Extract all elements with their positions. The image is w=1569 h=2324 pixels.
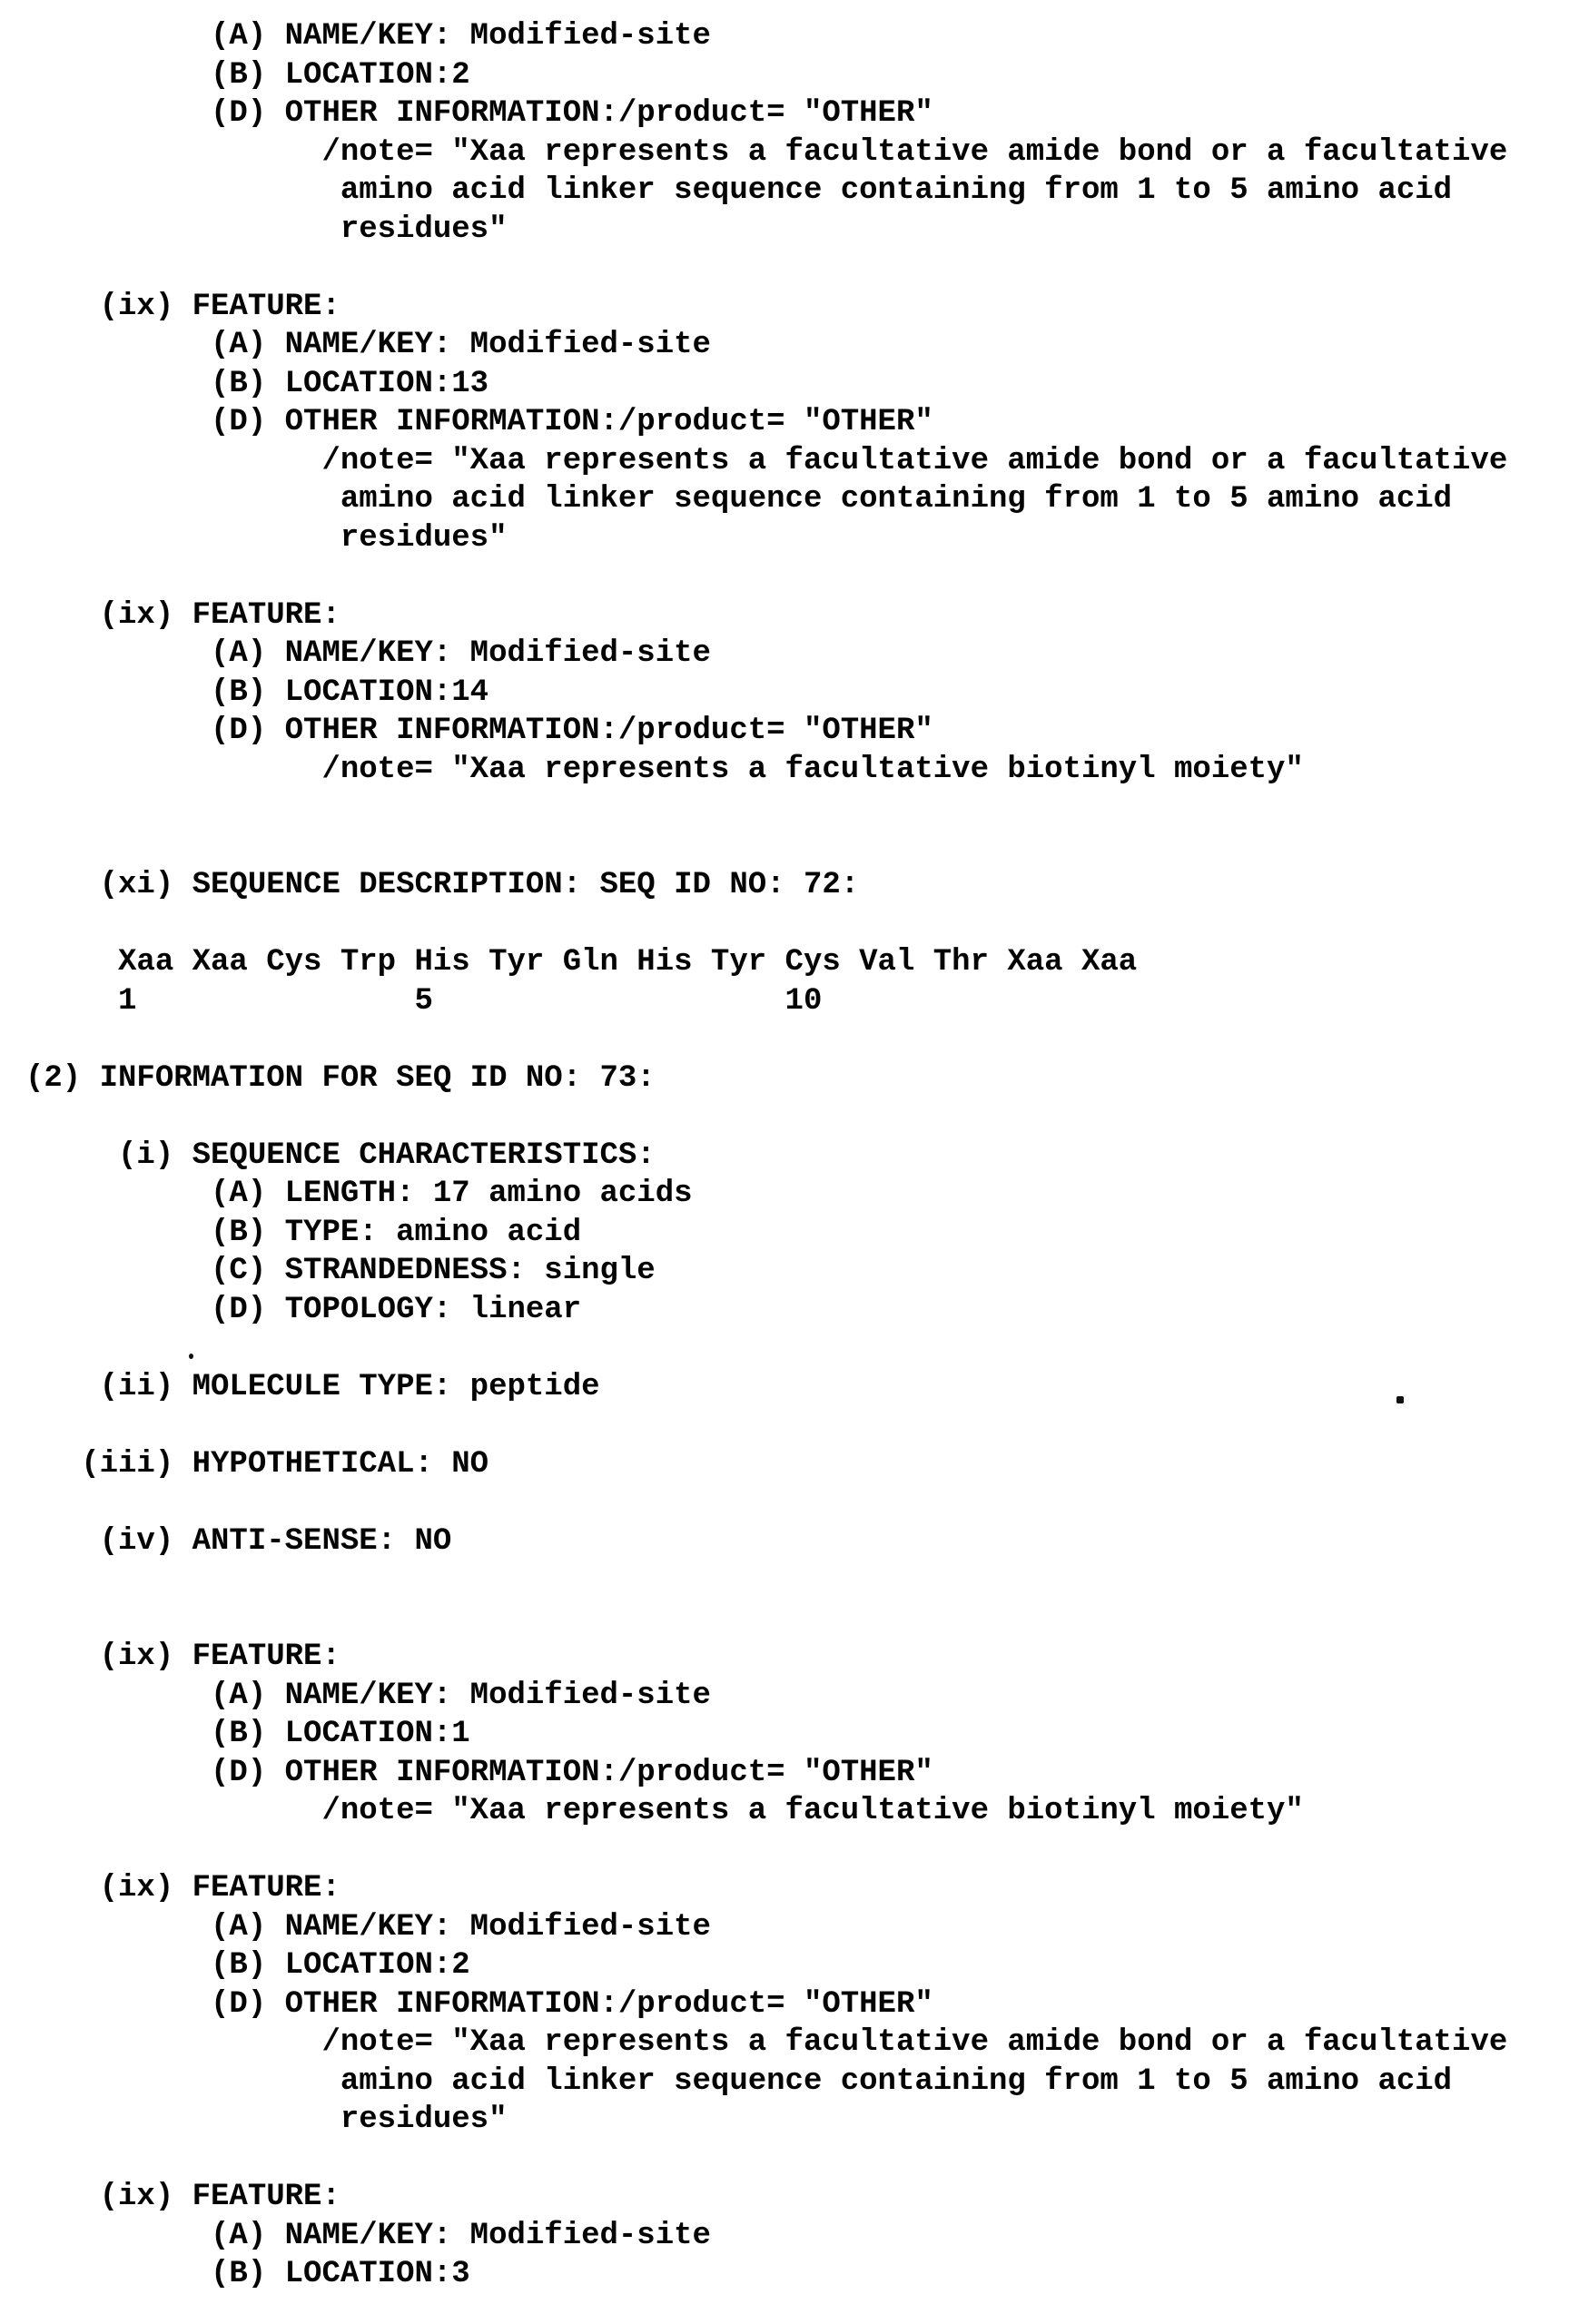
sequence-listing-text: (A) NAME/KEY: Modified-site (B) LOCATION:2 (D) OTHER INFORMATION:/product= "OTHER" /note= "Xaa represents a facultative amide bond or a facultative amino acid linker sequence containing from 1 to 5 amino acid residues" (ix) FEATURE: (A) NAME/KEY: Modified-site (B) LOCATION:13 (D) OTHER INFORMATION:/product= "OTHER" /note= "Xaa represents a facultative amide bond or a facultative amino acid linker sequence containing from 1 to 5 amino acid residues" (ix) FEATURE: (A) NAME/KEY: Modified-site (B) LOCATION:14 (D) OTHER INFORMATION:/product= "OTHER" /note= "Xaa represents a facultative biotinyl moiety" (xi) SEQUENCE DESCRIPTION: SEQ ID NO: 72: Xaa Xaa Cys Trp His Tyr Gln His Tyr Cys Val Thr Xaa Xaa 1 5 10 (2) INFORMATION FOR SEQ ID NO: 73: (i) SEQUENCE CHARACTERISTICS: (A) LENGTH: 17 amino acids (B) TYPE: amino acid (C) STRANDEDNESS: single (D) TOPOLOGY: linear (ii) MOLECULE TYPE: peptide (iii) HYPOTHETICAL: NO (iv) ANTI-SENSE: NO (ix) FEATURE: (A) NAME/KEY: Modified-site (B) LOCATION:1 (D) OTHER INFORMATION:/product= "OTHER" /note= "Xaa represents a facultative biotinyl moiety" (ix) FEATURE: (A) NAME/KEY: Modified-site (B) LOCATION:2 (D) OTHER INFORMATION:/product= "OTHER" /note= "Xaa represents a facultative amide bond or a facultative amino acid linker sequence containing from 1 to 5 amino acid residues" (ix) FEATURE: (A) NAME/KEY: Modified-site (B) LOCATION:3 xyxy=(25,19,1508,2291)
scan-artifact-dot xyxy=(189,1354,193,1359)
scan-artifact-dot xyxy=(1396,1396,1404,1403)
